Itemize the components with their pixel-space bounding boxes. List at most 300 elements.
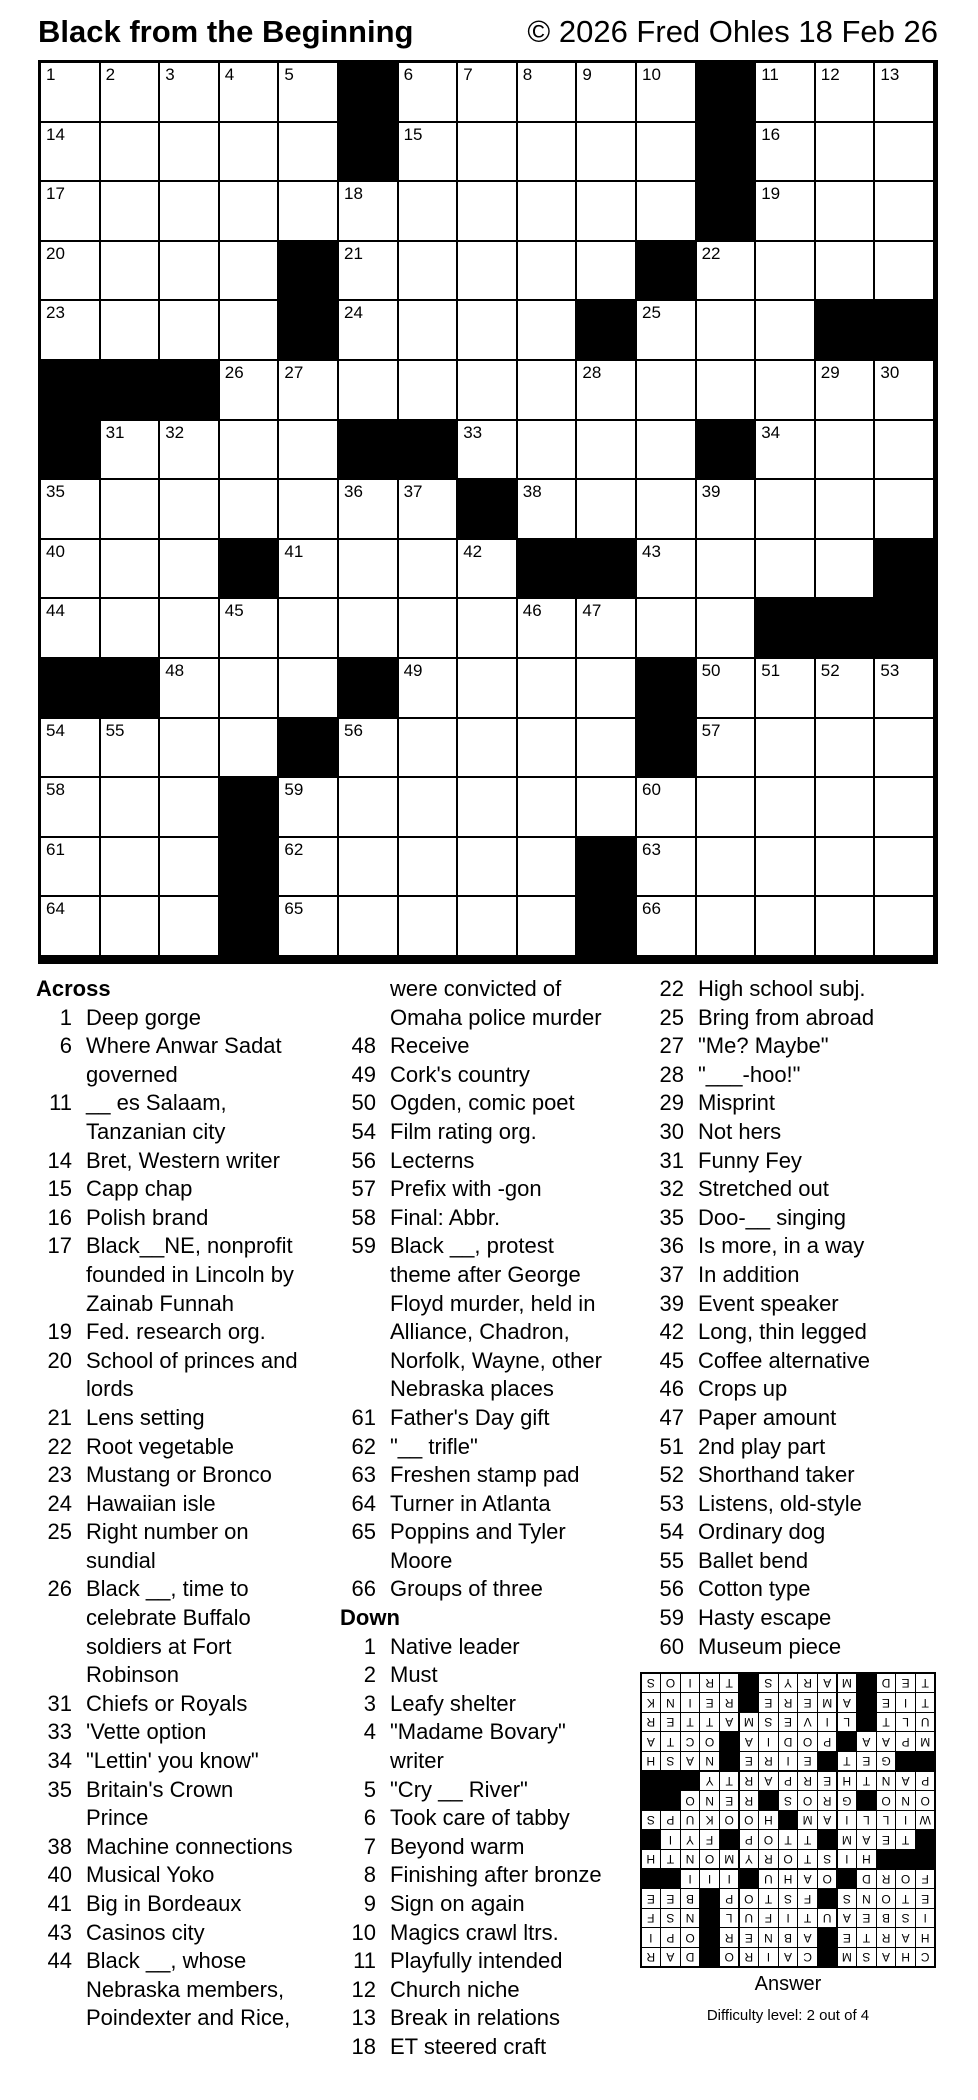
clue-text: "___-hoo!" — [698, 1061, 801, 1087]
grid-cell[interactable] — [875, 778, 935, 838]
grid-cell[interactable] — [637, 540, 697, 600]
answer-black-square — [896, 1850, 915, 1869]
grid-cell[interactable] — [399, 659, 459, 719]
grid-cell[interactable] — [41, 182, 101, 242]
clue-line — [36, 1404, 336, 1433]
grid-cell[interactable] — [458, 778, 518, 838]
grid-cell[interactable] — [756, 480, 816, 540]
clue-number: 51 — [659, 1433, 684, 1459]
grid-cell[interactable] — [875, 897, 935, 957]
clue-line — [36, 1232, 336, 1261]
answer-letter: M — [798, 1811, 817, 1830]
grid-cell[interactable] — [399, 838, 459, 898]
answer-letter: O — [681, 1928, 700, 1947]
grid-cell[interactable] — [637, 361, 697, 421]
grid-cell[interactable] — [518, 421, 578, 481]
grid-cell[interactable] — [41, 301, 101, 361]
grid-cell[interactable] — [160, 599, 220, 659]
answer-letter: T — [896, 1830, 915, 1849]
grid-cell[interactable] — [220, 182, 280, 242]
answer-letter: A — [759, 1772, 778, 1791]
grid-cell[interactable] — [458, 123, 518, 183]
grid-cell[interactable] — [399, 719, 459, 779]
answer-letter: I — [896, 1811, 915, 1830]
grid-cell[interactable] — [816, 421, 876, 481]
black-square — [875, 599, 935, 659]
grid-cell[interactable] — [339, 838, 399, 898]
grid-cell[interactable] — [339, 242, 399, 302]
clue-line — [340, 1661, 640, 1690]
cell-number: 51 — [761, 661, 781, 680]
grid-cell[interactable] — [577, 123, 637, 183]
grid-cell[interactable] — [41, 123, 101, 183]
grid-cell[interactable] — [637, 778, 697, 838]
answer-letter: T — [916, 1693, 935, 1712]
grid-cell[interactable] — [41, 63, 101, 123]
clue-line — [648, 1433, 948, 1462]
grid-cell[interactable] — [816, 123, 876, 183]
answer-letter: E — [661, 1889, 680, 1908]
clue-line — [36, 1947, 336, 1976]
clue-line — [648, 1061, 948, 1090]
grid-cell[interactable] — [160, 897, 220, 957]
clue-number: 3 — [363, 1690, 376, 1716]
grid-cell[interactable] — [220, 361, 280, 421]
clue-number: 38 — [47, 1833, 72, 1859]
answer-letter: N — [896, 1791, 915, 1810]
clue-column-2 — [340, 975, 640, 2062]
grid-cell[interactable] — [756, 301, 816, 361]
answer-letter: I — [896, 1693, 915, 1712]
grid-cell[interactable] — [816, 838, 876, 898]
grid-cell[interactable] — [756, 421, 816, 481]
grid-cell[interactable] — [399, 897, 459, 957]
grid-cell[interactable] — [41, 599, 101, 659]
cell-number: 61 — [46, 839, 65, 859]
grid-cell[interactable] — [220, 480, 280, 540]
grid-cell[interactable] — [518, 182, 578, 242]
grid-cell[interactable] — [816, 778, 876, 838]
cell-number: 30 — [880, 363, 900, 382]
grid-cell[interactable] — [518, 838, 578, 898]
grid-cell[interactable] — [279, 897, 339, 957]
grid-cell[interactable] — [339, 361, 399, 421]
grid-cell[interactable] — [756, 540, 816, 600]
grid-cell[interactable] — [160, 659, 220, 719]
answer-letter: F — [642, 1909, 661, 1928]
answer-letter: E — [759, 1693, 778, 1712]
grid-cell[interactable] — [518, 361, 578, 421]
grid-cell[interactable] — [458, 182, 518, 242]
grid-cell[interactable] — [101, 242, 161, 302]
grid-cell[interactable] — [816, 480, 876, 540]
grid-cell[interactable] — [756, 778, 816, 838]
grid-cell[interactable] — [399, 301, 459, 361]
answer-letter: P — [740, 1830, 759, 1849]
clue-text: Zainab Funnah — [86, 1290, 234, 1316]
answer-letter: E — [916, 1889, 935, 1908]
grid-cell[interactable] — [101, 599, 161, 659]
grid-cell[interactable] — [637, 63, 697, 123]
grid-cell[interactable] — [458, 838, 518, 898]
grid-cell[interactable] — [339, 182, 399, 242]
grid-cell[interactable] — [458, 63, 518, 123]
clue-text: lords — [86, 1376, 134, 1402]
grid-cell[interactable] — [518, 63, 578, 123]
clue-number: 18 — [351, 2033, 376, 2059]
grid-cell[interactable] — [458, 301, 518, 361]
grid-cell[interactable] — [637, 838, 697, 898]
clue-line — [340, 1290, 640, 1319]
answer-letter: E — [779, 1713, 798, 1732]
grid-cell[interactable] — [637, 123, 697, 183]
clue-number: 23 — [47, 1462, 72, 1488]
grid-cell[interactable] — [756, 838, 816, 898]
grid-cell[interactable] — [518, 719, 578, 779]
clue-line — [340, 1890, 640, 1919]
grid-cell[interactable] — [41, 778, 101, 838]
answer-letter: O — [896, 1870, 915, 1889]
grid-cell[interactable] — [875, 63, 935, 123]
grid-cell[interactable] — [697, 480, 757, 540]
cell-number: 64 — [46, 899, 65, 919]
clue-line — [340, 1461, 640, 1490]
grid-cell[interactable] — [816, 897, 876, 957]
grid-cell[interactable] — [756, 719, 816, 779]
grid-cell[interactable] — [399, 123, 459, 183]
answer-letter: T — [779, 1830, 798, 1849]
grid-cell[interactable] — [697, 599, 757, 659]
grid-cell[interactable] — [577, 778, 637, 838]
clue-text: Event speaker — [698, 1290, 839, 1316]
grid-cell[interactable] — [160, 540, 220, 600]
cell-number: 15 — [403, 124, 423, 144]
grid-cell[interactable] — [220, 63, 280, 123]
grid-cell[interactable] — [637, 599, 697, 659]
grid-cell[interactable] — [458, 540, 518, 600]
grid-cell[interactable] — [577, 63, 637, 123]
grid-cell[interactable] — [220, 123, 280, 183]
grid-cell[interactable] — [637, 480, 697, 540]
grid-cell[interactable] — [339, 778, 399, 838]
clue-number: 31 — [659, 1147, 684, 1173]
grid-cell[interactable] — [41, 480, 101, 540]
grid-cell[interactable] — [518, 778, 578, 838]
answer-letter: R — [798, 1772, 817, 1791]
clue-line — [36, 1461, 336, 1490]
grid-cell[interactable] — [875, 421, 935, 481]
grid-cell[interactable] — [816, 361, 876, 421]
clue-number: 11 — [49, 1090, 72, 1116]
grid-cell[interactable] — [756, 361, 816, 421]
grid-cell[interactable] — [339, 719, 399, 779]
answer-letter: D — [857, 1870, 876, 1889]
clue-line — [648, 1633, 948, 1662]
grid-cell[interactable] — [577, 242, 637, 302]
grid-cell[interactable] — [577, 361, 637, 421]
grid-cell[interactable] — [816, 719, 876, 779]
grid-cell[interactable] — [279, 838, 339, 898]
grid-cell[interactable] — [101, 719, 161, 779]
grid-cell[interactable] — [279, 361, 339, 421]
grid-cell[interactable] — [816, 540, 876, 600]
clue-line — [648, 1290, 948, 1319]
grid-cell[interactable] — [101, 778, 161, 838]
grid-cell[interactable] — [399, 480, 459, 540]
grid-cell[interactable] — [875, 182, 935, 242]
clue-number: 8 — [363, 1862, 376, 1888]
answer-black-square — [877, 1850, 896, 1869]
grid-cell[interactable] — [160, 123, 220, 183]
grid-cell[interactable] — [101, 540, 161, 600]
grid-cell[interactable] — [816, 242, 876, 302]
answer-letter: O — [740, 1811, 759, 1830]
grid-cell[interactable] — [399, 361, 459, 421]
grid-cell[interactable] — [458, 599, 518, 659]
grid-cell[interactable] — [160, 301, 220, 361]
grid-cell[interactable] — [399, 599, 459, 659]
grid-cell[interactable] — [756, 242, 816, 302]
grid-cell[interactable] — [458, 659, 518, 719]
grid-cell[interactable] — [220, 421, 280, 481]
grid-cell[interactable] — [101, 123, 161, 183]
grid-cell[interactable] — [101, 182, 161, 242]
answer-letter: T — [661, 1850, 680, 1869]
grid-cell[interactable] — [279, 182, 339, 242]
grid-cell[interactable] — [339, 897, 399, 957]
grid-cell[interactable] — [756, 123, 816, 183]
grid-cell[interactable] — [577, 480, 637, 540]
grid-cell[interactable] — [101, 897, 161, 957]
grid-cell[interactable] — [41, 540, 101, 600]
grid-cell[interactable] — [399, 63, 459, 123]
grid-cell[interactable] — [279, 480, 339, 540]
clue-text: Black __, time to — [86, 1576, 249, 1602]
clue-line — [36, 1347, 336, 1376]
grid-cell[interactable] — [577, 599, 637, 659]
answer-black-square — [838, 1870, 857, 1889]
grid-cell[interactable] — [279, 540, 339, 600]
clue-text: Lens setting — [86, 1404, 205, 1430]
clue-line — [340, 1861, 640, 1890]
grid-cell[interactable] — [101, 838, 161, 898]
grid-cell[interactable] — [875, 480, 935, 540]
grid-cell[interactable] — [637, 301, 697, 361]
answer-letter: S — [838, 1889, 857, 1908]
black-square — [637, 659, 697, 719]
grid-cell[interactable] — [518, 480, 578, 540]
answer-letter: N — [700, 1791, 719, 1810]
grid-cell[interactable] — [101, 63, 161, 123]
grid-cell[interactable] — [875, 719, 935, 779]
grid-cell[interactable] — [756, 182, 816, 242]
grid-cell[interactable] — [458, 361, 518, 421]
answer-black-square — [818, 1830, 837, 1849]
cell-number: 19 — [761, 184, 781, 204]
grid-cell[interactable] — [518, 897, 578, 957]
grid-cell[interactable] — [399, 540, 459, 600]
clue-number: 27 — [659, 1033, 684, 1059]
grid-cell[interactable] — [220, 719, 280, 779]
clue-text: Coffee alternative — [698, 1347, 871, 1373]
grid-cell[interactable] — [816, 63, 876, 123]
clue-text: 'Vette option — [86, 1719, 207, 1745]
answer-letter: I — [759, 1948, 778, 1967]
grid-cell[interactable] — [220, 242, 280, 302]
answer-black-square — [661, 1791, 680, 1810]
grid-cell[interactable] — [697, 301, 757, 361]
answer-letter: W — [916, 1811, 935, 1830]
grid-cell[interactable] — [756, 659, 816, 719]
clue-text: Stretched out — [698, 1176, 829, 1202]
grid-cell[interactable] — [458, 897, 518, 957]
grid-cell[interactable] — [160, 421, 220, 481]
grid-cell[interactable] — [518, 599, 578, 659]
grid-cell[interactable] — [875, 361, 935, 421]
grid-cell[interactable] — [160, 63, 220, 123]
grid-cell[interactable] — [101, 301, 161, 361]
clue-text: Ballet bend — [698, 1547, 809, 1573]
clue-line — [36, 1890, 336, 1919]
grid-cell[interactable] — [518, 659, 578, 719]
grid-cell[interactable] — [160, 719, 220, 779]
clue-line — [36, 1718, 336, 1747]
black-square — [458, 480, 518, 540]
grid-cell[interactable] — [458, 421, 518, 481]
grid-cell[interactable] — [697, 719, 757, 779]
answer-letter: O — [700, 1850, 719, 1869]
grid-cell[interactable] — [697, 361, 757, 421]
grid-cell[interactable] — [160, 838, 220, 898]
clue-line — [36, 1290, 336, 1319]
grid-cell[interactable] — [697, 778, 757, 838]
clue-number: 28 — [659, 1061, 684, 1087]
grid-cell[interactable] — [399, 242, 459, 302]
grid-cell[interactable] — [160, 778, 220, 838]
grid-cell[interactable] — [875, 838, 935, 898]
black-square — [101, 361, 161, 421]
grid-cell[interactable] — [160, 242, 220, 302]
grid-cell[interactable] — [279, 123, 339, 183]
grid-cell[interactable] — [577, 719, 637, 779]
clue-number: 21 — [47, 1404, 72, 1430]
clue-text: were convicted of — [390, 976, 562, 1001]
clue-text: Mustang or Bronco — [86, 1462, 272, 1488]
clue-line — [340, 1518, 640, 1547]
answer-letter: B — [681, 1889, 700, 1908]
grid-cell[interactable] — [399, 182, 459, 242]
grid-cell[interactable] — [220, 659, 280, 719]
grid-cell[interactable] — [41, 838, 101, 898]
grid-cell[interactable] — [41, 719, 101, 779]
answer-letter: A — [661, 1948, 680, 1967]
grid-cell[interactable] — [756, 63, 816, 123]
grid-cell[interactable] — [577, 421, 637, 481]
grid-cell[interactable] — [101, 480, 161, 540]
grid-cell[interactable] — [279, 421, 339, 481]
grid-cell[interactable] — [458, 719, 518, 779]
grid-cell[interactable] — [41, 897, 101, 957]
grid-cell[interactable] — [220, 301, 280, 361]
grid-cell[interactable] — [637, 421, 697, 481]
grid-cell[interactable] — [697, 659, 757, 719]
clue-line — [340, 1947, 640, 1976]
answer-letter: E — [818, 1772, 837, 1791]
clue-line — [36, 1776, 336, 1805]
clue-text: Museum piece — [698, 1633, 842, 1659]
grid-cell[interactable] — [637, 897, 697, 957]
grid-cell[interactable] — [816, 659, 876, 719]
clue-line — [36, 1919, 336, 1948]
clue-number: 24 — [47, 1490, 72, 1516]
grid-cell[interactable] — [339, 480, 399, 540]
grid-cell[interactable] — [339, 540, 399, 600]
grid-cell[interactable] — [399, 778, 459, 838]
grid-cell[interactable] — [577, 182, 637, 242]
answer-letter: I — [759, 1732, 778, 1751]
grid-cell[interactable] — [279, 659, 339, 719]
answer-letter: N — [661, 1693, 680, 1712]
grid-cell[interactable] — [279, 599, 339, 659]
grid-cell[interactable] — [41, 242, 101, 302]
clue-line — [648, 1404, 948, 1433]
grid-cell[interactable] — [875, 659, 935, 719]
clue-text: Father's Day gift — [390, 1404, 550, 1430]
cell-number: 58 — [46, 780, 65, 800]
clue-text: Groups of three — [390, 1576, 543, 1602]
answer-black-square — [916, 1752, 935, 1771]
answer-black-square — [838, 1732, 857, 1751]
grid-cell[interactable] — [518, 123, 578, 183]
clue-line — [340, 1976, 640, 2005]
grid-cell[interactable] — [816, 182, 876, 242]
grid-cell[interactable] — [279, 63, 339, 123]
grid-cell[interactable] — [875, 123, 935, 183]
answer-letter: N — [759, 1928, 778, 1947]
grid-cell[interactable] — [577, 659, 637, 719]
grid-cell[interactable] — [697, 540, 757, 600]
grid-cell[interactable] — [518, 242, 578, 302]
grid-cell[interactable] — [697, 242, 757, 302]
grid-cell[interactable] — [697, 838, 757, 898]
answer-letter: K — [642, 1693, 661, 1712]
clue-number: 12 — [351, 1976, 376, 2002]
clue-line — [36, 1375, 336, 1404]
grid-cell[interactable] — [875, 242, 935, 302]
clue-number: 6 — [59, 1033, 72, 1059]
grid-cell[interactable] — [160, 182, 220, 242]
clue-number: 46 — [659, 1376, 684, 1402]
answer-letter: R — [759, 1752, 778, 1771]
clue-number: 19 — [47, 1319, 72, 1345]
grid-cell[interactable] — [279, 778, 339, 838]
answer-letter: A — [857, 1830, 876, 1849]
grid-cell[interactable] — [339, 599, 399, 659]
grid-cell[interactable] — [160, 480, 220, 540]
grid-cell[interactable] — [518, 301, 578, 361]
clue-line — [36, 1833, 336, 1862]
grid-cell[interactable] — [756, 897, 816, 957]
grid-cell[interactable] — [458, 242, 518, 302]
grid-cell[interactable] — [697, 897, 757, 957]
grid-cell[interactable] — [637, 182, 697, 242]
cell-number: 39 — [701, 482, 721, 502]
grid-cell[interactable] — [220, 599, 280, 659]
grid-cell[interactable] — [101, 421, 161, 481]
cell-number: 7 — [463, 65, 473, 84]
clue-number: 54 — [351, 1118, 376, 1144]
grid-cell[interactable] — [339, 301, 399, 361]
